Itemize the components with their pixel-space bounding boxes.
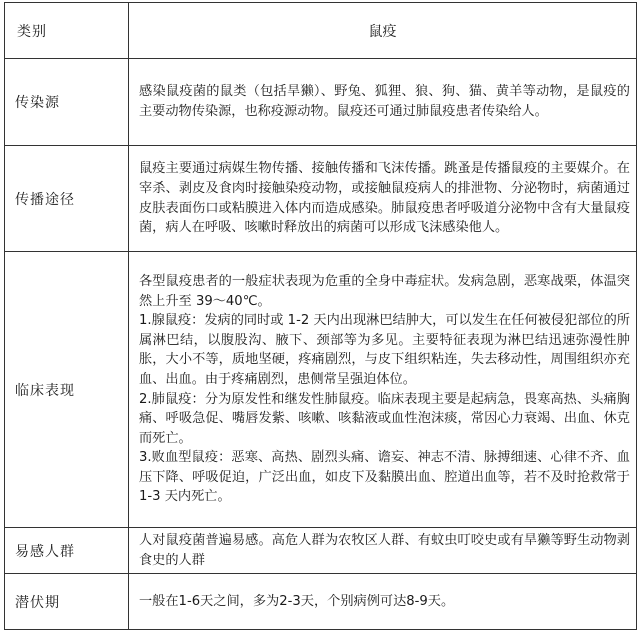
description-paragraph: 感染鼠疫菌的鼠类（包括旱獭）、野兔、狐狸、狼、狗、猫、黄羊等动物，是鼠疫的主要动物传染源，也称疫源动物。鼠疫还可通过肺鼠疫患者传染给人。	[139, 84, 630, 119]
description-paragraph: 一般在1-6天之间，多为2-3天，个别病例可达8-9天。	[139, 593, 455, 609]
description-paragraph: 各型鼠疫患者的一般症状表现为危重的全身中毒症状。发病急剧，恶寒战栗，体温突然上升至 39～40℃。	[139, 273, 630, 309]
description-cell	[129, 528, 637, 574]
description-paragraph: 鼠疫主要通过病媒生物传播、接触传播和飞沫传播。跳蚤是传播鼠疫的主要媒介。在宰杀、剥皮及食肉时接触染疫动物，或接触鼠疫病人的排泄物、分泌物时，病菌通过皮肤表面伤口或粘膜进入体内而造成感染。肺鼠疫患者呼吸道分泌物中含有大量鼠疫菌，病人在呼吸、咳嗽时释放出的病菌可以形成飞沫感染他人。	[139, 161, 630, 236]
table-row-infection-source	[5, 59, 637, 146]
description-paragraph: 1.腺鼠疫：发病的同时或 1-2 天内出现淋巴结肿大，可以发生在任何被侵犯部位的所属淋巴结，以腹股沟、腋下、颈部等为多见。主要特征表现为淋巴结迅速弥漫性肿胀，大小不等，质地坚硬，疼痛剧烈，与皮下组织粘连，失去移动性，周围组织亦充血、出血。由于疼痛剧烈，患侧常呈强迫体位。	[139, 313, 630, 387]
table-header-row	[5, 3, 637, 59]
category-cell: 易感人群	[5, 528, 129, 574]
table-row-transmission-route	[5, 146, 637, 252]
table-row-incubation-period	[5, 574, 637, 630]
description-paragraph: 人对鼠疫菌普遍易感。高危人群为农牧区人群、有蚊虫叮咬史或有旱獭等野生动物剥食史的人群	[139, 532, 630, 568]
description-cell	[129, 59, 637, 146]
description-cell	[129, 146, 637, 252]
table-row-susceptible-population	[5, 528, 637, 574]
table-row-clinical-manifestation	[5, 252, 637, 528]
category-cell: 潜伏期	[5, 574, 129, 630]
header-category-cell: 类别	[5, 3, 129, 59]
description-paragraph: 3.败血型鼠疫：恶寒、高热、剧烈头痛、谵妄、神志不清、脉搏细速、心律不齐、血压下降、呼吸促迫，广泛出血，如皮下及黏膜出血、腔道出血等，若不及时抢救常于 1-3 天内死亡。	[139, 450, 630, 505]
category-cell: 传染源	[5, 59, 129, 146]
category-cell: 传播途径	[5, 146, 129, 252]
category-cell: 临床表现	[5, 252, 129, 528]
header-disease-cell: 鼠疫	[129, 3, 637, 59]
plague-info-table	[4, 2, 637, 630]
description-paragraph: 2.肺鼠疫：分为原发性和继发性肺鼠疫。临床表现主要是起病急，畏寒高热、头痛胸痛、呼吸急促、嘴唇发紫、咳嗽、咳黏液或血性泡沫痰，常因心力衰竭、出血、休克而死亡。	[139, 391, 630, 446]
description-cell	[129, 574, 637, 630]
description-cell	[129, 252, 637, 528]
